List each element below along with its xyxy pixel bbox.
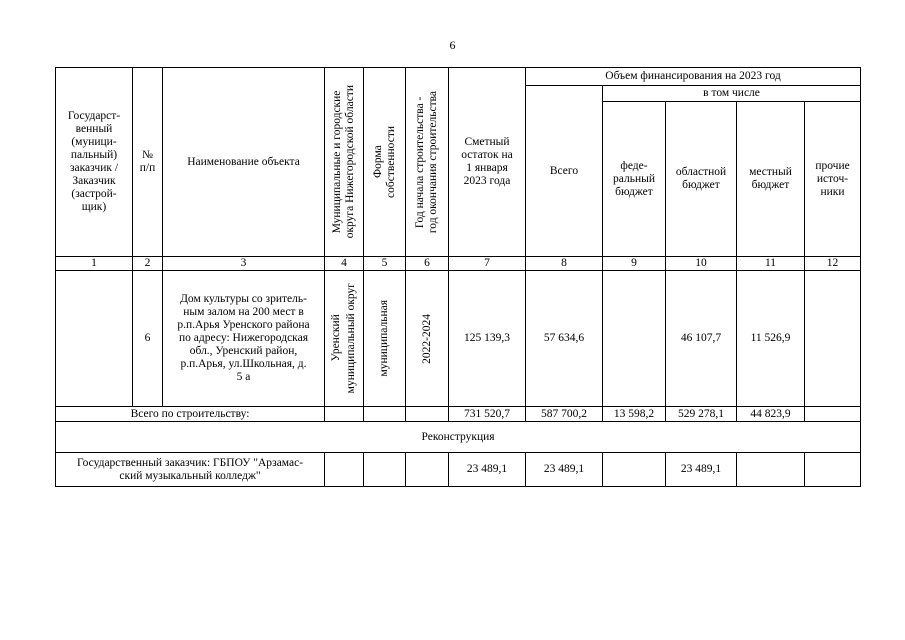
object-years-text: 2022-2024 [420, 313, 433, 364]
object-other [805, 271, 861, 407]
header-municipality [325, 68, 364, 257]
object-years [406, 271, 449, 407]
total-federal: 13 598,2 [603, 407, 666, 422]
total-estimated-balance: 731 520,7 [449, 407, 526, 422]
customer-estimated-balance: 23 489,1 [449, 453, 526, 487]
object-estimated-balance: 125 139,3 [449, 271, 526, 407]
section-reconstruction: Реконструкция [56, 422, 861, 453]
total-empty-cell [364, 407, 406, 422]
object-municipality [325, 271, 364, 407]
column-number: 8 [526, 257, 603, 271]
header-funding-volume: Объем финансирования на 2023 год [526, 68, 861, 86]
column-number: 5 [364, 257, 406, 271]
column-number: 10 [666, 257, 737, 271]
object-regional: 46 107,7 [666, 271, 737, 407]
header-federal: феде- ральный бюджет [603, 102, 666, 257]
header-regional: областной бюджет [666, 102, 737, 257]
header-customer: Государст- венный (муници- пальный) заказчик / Заказчик (застрой- щик) [56, 68, 133, 257]
header-including: в том числе [603, 86, 861, 102]
customer-empty-cell [406, 453, 449, 487]
section-row [56, 422, 861, 453]
total-empty-cell [325, 407, 364, 422]
column-number-row [56, 257, 861, 271]
object-local: 11 526,9 [737, 271, 805, 407]
total-local: 44 823,9 [737, 407, 805, 422]
customer-federal [603, 453, 666, 487]
table-row-object [56, 271, 861, 407]
total-label: Всего по строительству: [56, 407, 325, 422]
customer-local [737, 453, 805, 487]
column-number: 4 [325, 257, 364, 271]
table-row-customer [56, 453, 861, 487]
object-federal [603, 271, 666, 407]
object-municipality-text: Уренский муниципальный округ [330, 283, 357, 394]
total-empty-cell [406, 407, 449, 422]
header-ownership-text: Форма собственности [371, 126, 397, 198]
header-object-name: Наименование объекта [163, 68, 325, 257]
column-number: 6 [406, 257, 449, 271]
header-estimated-balance: Сметный остаток на 1 января 2023 года [449, 68, 526, 257]
header-other: прочие источ- ники [805, 102, 861, 257]
header-local: местный бюджет [737, 102, 805, 257]
object-total: 57 634,6 [526, 271, 603, 407]
table-row-total [56, 407, 861, 422]
customer-label: Государственный заказчик: ГБПОУ "Арзамас- ский музыкальный колледж" [56, 453, 325, 487]
financing-table [55, 67, 861, 487]
column-number: 1 [56, 257, 133, 271]
page-number: 6 [449, 38, 456, 52]
column-number: 2 [133, 257, 163, 271]
column-number: 12 [805, 257, 861, 271]
object-name: Дом культуры со зритель- ным залом на 200 мест в р.п.Арья Уренского района по адресу: Нижегородская обл., Уренский район, р.п.Арья, ул.Школьная, д. 5 а [163, 271, 325, 407]
object-ownership [364, 271, 406, 407]
column-number: 7 [449, 257, 526, 271]
header-years-text: Год начала строительства - год окончания строительства [414, 90, 439, 234]
customer-total: 23 489,1 [526, 453, 603, 487]
total-regional: 529 278,1 [666, 407, 737, 422]
header-years [406, 68, 449, 257]
header-ownership [364, 68, 406, 257]
column-number: 3 [163, 257, 325, 271]
object-number: 6 [133, 271, 163, 407]
header-total: Всего [526, 86, 603, 257]
customer-regional: 23 489,1 [666, 453, 737, 487]
object-customer-cell [56, 271, 133, 407]
customer-other [805, 453, 861, 487]
total-total: 587 700,2 [526, 407, 603, 422]
customer-empty-cell [364, 453, 406, 487]
column-number: 11 [737, 257, 805, 271]
total-other [805, 407, 861, 422]
header-municipality-text: Муниципальные и городские округа Нижегородской области [331, 85, 356, 239]
header-number: № п/п [133, 68, 163, 257]
object-ownership-text: муниципальная [378, 300, 390, 377]
column-number: 9 [603, 257, 666, 271]
customer-empty-cell [325, 453, 364, 487]
